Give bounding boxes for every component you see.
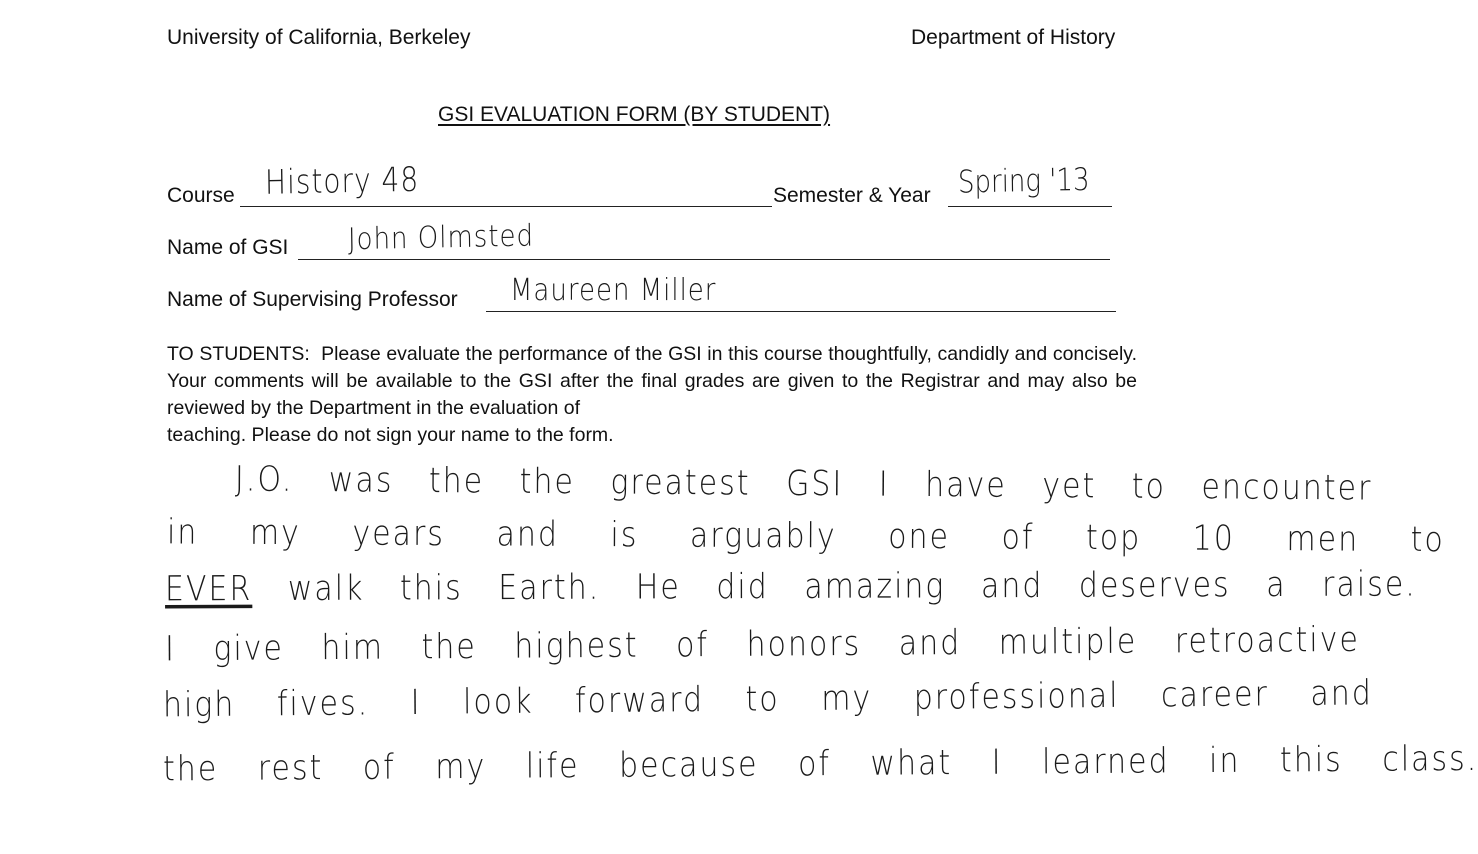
semester-label: Semester & Year (773, 184, 931, 207)
professor-value: Maureen Miller (510, 273, 717, 309)
comment-line (165, 564, 1417, 609)
instructions-body (167, 341, 1137, 422)
gsi-label: Name of GSI (167, 236, 289, 259)
course-value: History 48 (264, 159, 420, 203)
comment-line: in my years and is arguably one of top 10 men to (166, 512, 1445, 561)
semester-value: Spring '13 (957, 162, 1090, 201)
comment-line: the rest of my life because of what I learned in this class. (162, 738, 1478, 790)
gsi-value: John Olmsted (347, 219, 535, 258)
instructions-paragraph (167, 341, 1137, 449)
gsi-field-line (298, 259, 1110, 260)
department-name: Department of History (911, 26, 1116, 49)
instructions-text: Please evaluate the performance of the GSI in this course thoughtfully, candidly and concisely. Your comments will be available to the GSI after the final grades are given to the Registrar and may also be reviewed by the Department in the evaluation of (167, 343, 1137, 419)
instructions-last-line: teaching. Please do not sign your name to the form. (167, 424, 614, 446)
instructions-lead: TO STUDENTS: (167, 343, 310, 365)
comment-line: high fives. I look forward to my professional career and (162, 673, 1373, 726)
professor-label: Name of Supervising Professor (167, 288, 458, 311)
course-label: Course (167, 184, 235, 207)
semester-field-line (948, 206, 1112, 207)
course-field-line (240, 206, 772, 207)
professor-field-line (486, 311, 1116, 312)
form-title: GSI EVALUATION FORM (BY STUDENT) (438, 103, 831, 126)
comment-emphasis: EVER (164, 569, 253, 610)
comment-text: walk this Earth. He did amazing and deserves a raise. (287, 564, 1417, 610)
institution-name: University of California, Berkeley (167, 26, 471, 49)
comment-line: J.O. was the the greatest GSI I have yet to encounter (234, 459, 1373, 509)
comment-line: I give him the highest of honors and multiple retroactive (164, 619, 1361, 670)
